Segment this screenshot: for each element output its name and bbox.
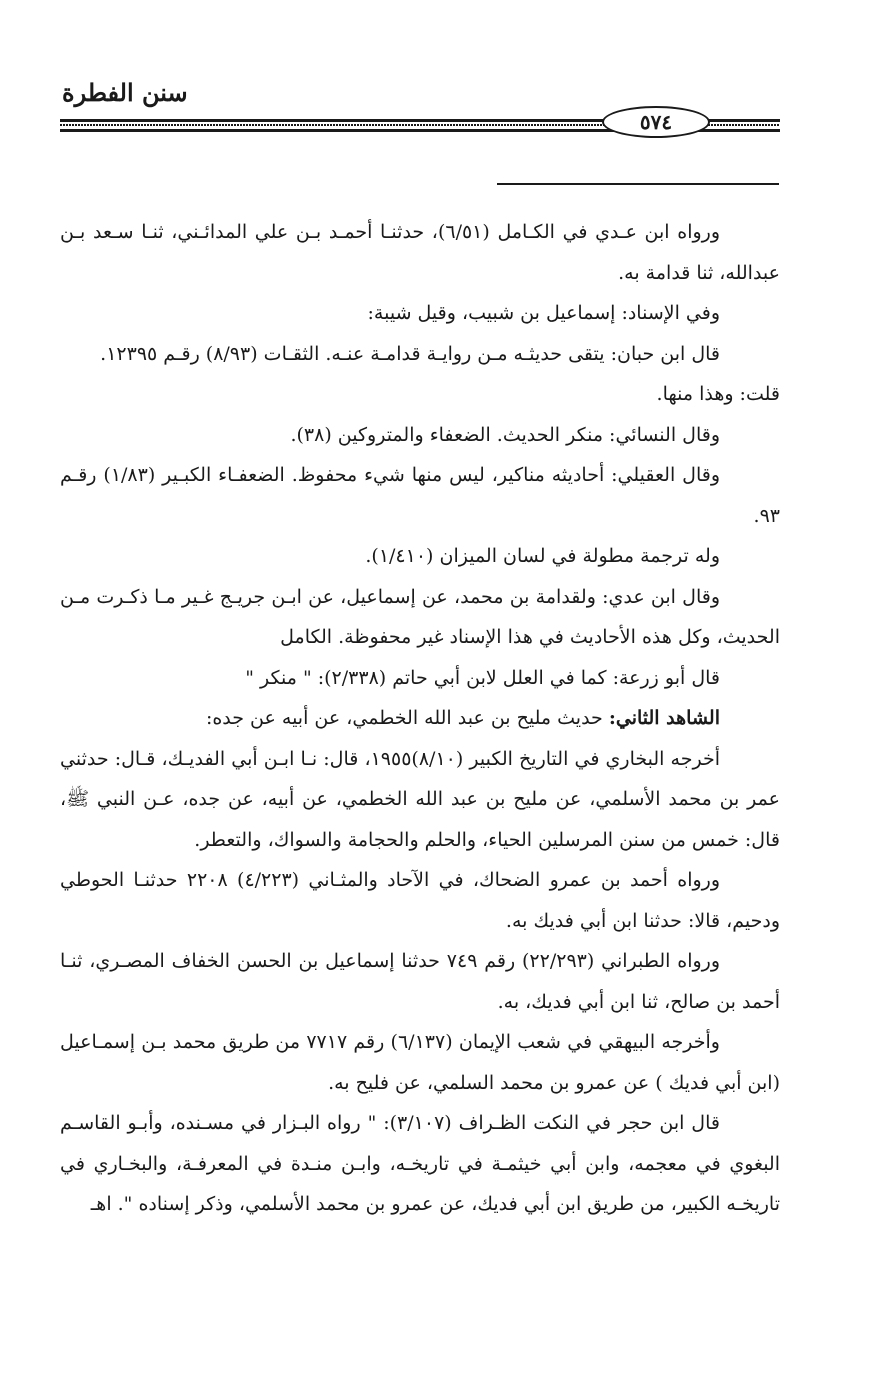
paragraph-text: وله ترجمة مطولة في لسان الميزان (١/٤١٠). bbox=[365, 545, 720, 567]
paragraph-text: أخرجه البخاري في التاريخ الكبير (٨/١٠)١٩٥٥، قال: نـا ابـن أبي الفديـك، قـال: حدثني عمر بن محمد الأسلمي، عن مليح بن عبد الله الخطمي، عن أبيه، عن جده، عـن النبي ﷺ، قال: خمس من سنن المرسلين الحياء، والحلم والحجامة والسواك، والتعطر. bbox=[60, 747, 780, 851]
paragraph bbox=[60, 334, 780, 375]
paragraph-text: ورواه أحمد بن عمرو الضحاك، في الآحاد والمثـاني (٤/٢٢٣) ٢٢٠٨ حدثنـا الحوطي ودحيم، قالا: حدثنا ابن أبي فديك به. bbox=[60, 869, 780, 932]
paragraph bbox=[60, 1022, 780, 1103]
paragraph-text: حديث مليح بن عبد الله الخطمي، عن أبيه عن جده: bbox=[205, 707, 609, 729]
paragraph-text: ورواه ابن عـدي في الكـامل (٦/٥١)، حدثنـا أحمـد بـن علي المدائـني، ثنـا سـعد بـن عبدالله، ثنا قدامة به. bbox=[60, 221, 780, 284]
paragraph-text: وأخرجه البيهقي في شعب الإيمان (٦/١٣٧) رقم ٧٧١٧ من طريق محمد بـن إسمـاعيل (ابن أبي فديك ) عن عمرو بن محمد السلمي، عن فليح به. bbox=[60, 1031, 780, 1094]
paragraph bbox=[60, 293, 780, 334]
footnote-text bbox=[60, 212, 780, 1225]
paragraph bbox=[60, 415, 780, 456]
book-title: سنن الفطرة bbox=[62, 78, 188, 107]
paragraph-text: وقال العقيلي: أحاديثه مناكير، ليس منها شيء محفوظ. الضعفـاء الكبـير (١/٨٣) رقـم ٩٣. bbox=[60, 464, 780, 527]
paragraph bbox=[60, 374, 780, 415]
paragraph bbox=[60, 658, 780, 699]
paragraph bbox=[60, 455, 780, 536]
footnote-separator bbox=[497, 183, 779, 185]
paragraph-text: ورواه الطبراني (٢٢/٢٩٣) رقم ٧٤٩ حدثنا إسماعيل بن الحسن الخفاف المصـري، ثنـا أحمد بن صالح، ثنا ابن أبي فديك، به. bbox=[60, 950, 780, 1013]
paragraph-text: قال ابن حبان: يتقى حديثـه مـن روايـة قدامـة عنـه. الثقـات (٨/٩٣) رقـم ١٢٣٩٥. bbox=[100, 342, 720, 365]
section-heading: الشاهد الثاني: bbox=[608, 707, 720, 729]
paragraph bbox=[60, 1103, 780, 1225]
page-number: ٥٧٤ bbox=[602, 106, 710, 138]
paragraph-text: وقال ابن عدي: ولقدامة بن محمد، عن إسماعيل، عن ابـن جريـج غـير مـا ذكـرت مـن الحديث، وكل هذه الأحاديث في هذا الإسناد غير محفوظة. الكامل bbox=[60, 585, 780, 648]
paragraph-text: قال أبو زرعة: كما في العلل لابن أبي حاتم (٢/٣٣٨): " منكر " bbox=[245, 666, 720, 689]
paragraph-text: قلت: وهذا منها. bbox=[656, 383, 780, 405]
paragraph bbox=[60, 536, 780, 577]
paragraph-text: وفي الإسناد: إسماعيل بن شبيب، وقيل شيبة: bbox=[367, 302, 720, 324]
paragraph bbox=[60, 212, 780, 293]
paragraph bbox=[60, 698, 780, 739]
paragraph bbox=[60, 577, 780, 658]
paragraph-text: قال ابن حجر في النكت الظـراف (٣/١٠٧): " رواه البـزار في مسـنده، وأبـو القاسـم البغوي في معجمه، وابن أبي خيثمـة في تاريخـه، وابـن منـدة في المعرفـة، والبخـاري في تاريخـه الكبير، من طريق ابن أبي فديك، عن عمرو بن محمد الأسلمي، وذكر إسناده ". اهـ bbox=[60, 1112, 780, 1215]
paragraph-text: وقال النسائي: منكر الحديث. الضعفاء والمتروكين (٣٨). bbox=[290, 423, 720, 446]
paragraph bbox=[60, 941, 780, 1022]
paragraph bbox=[60, 739, 780, 861]
paragraph bbox=[60, 860, 780, 941]
